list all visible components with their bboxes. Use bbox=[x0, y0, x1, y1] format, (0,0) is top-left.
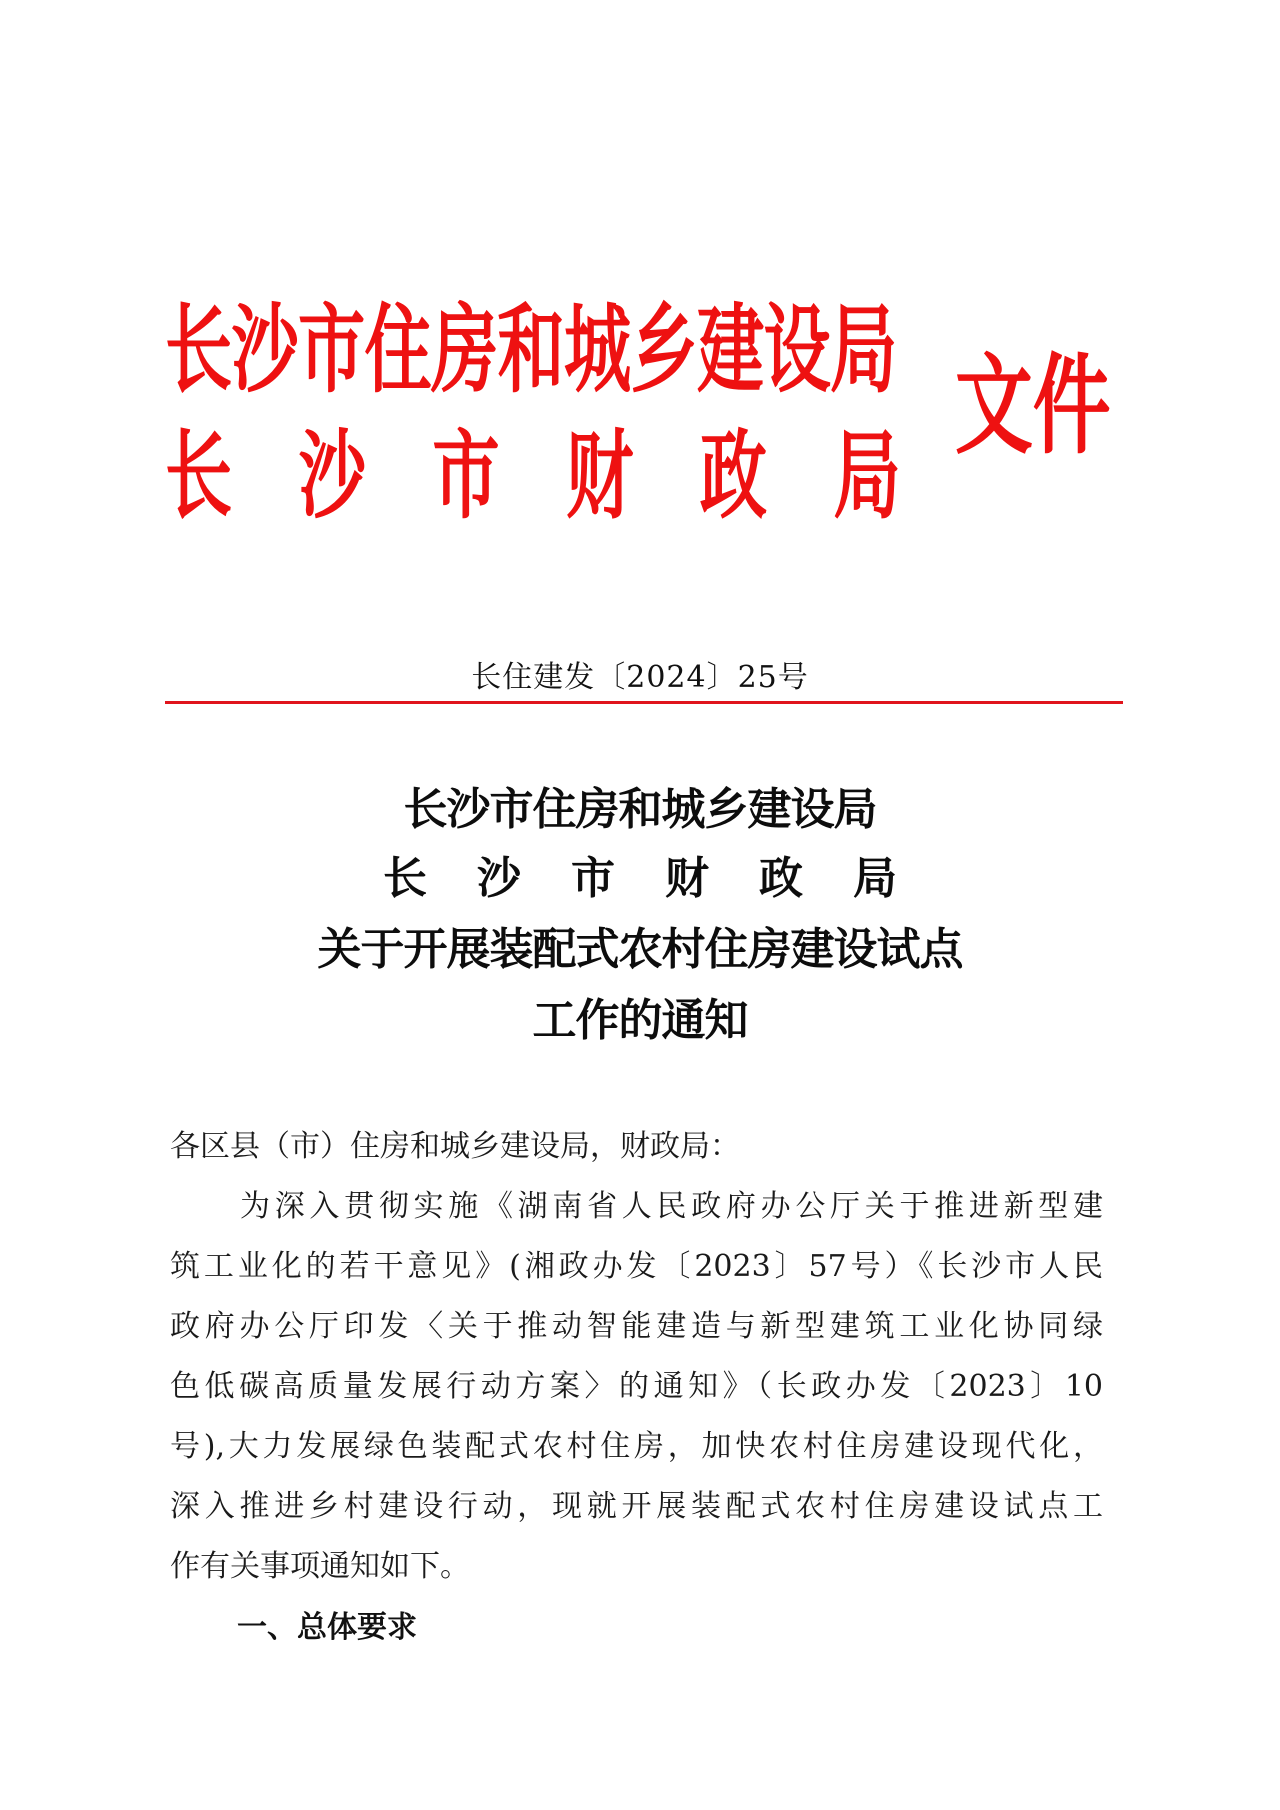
masthead-issuer-line2 bbox=[165, 419, 901, 532]
masthead-char: 政 bbox=[699, 419, 767, 532]
title-line-1: 长沙市住房和城乡建设局 bbox=[403, 784, 877, 835]
title-line-3: 关于开展装配式农村住房建设试点 bbox=[317, 924, 963, 975]
title-char: 财 bbox=[665, 853, 709, 904]
title-line-2 bbox=[0, 853, 1280, 904]
title-char: 市 bbox=[571, 853, 615, 904]
paragraph-line: 深入推进乡村建设行动，现就开展装配式农村住房建设试点工 bbox=[170, 1489, 1103, 1524]
document-number: 长住建发〔2024〕25号 bbox=[471, 660, 809, 695]
masthead-document-label: 文件 bbox=[955, 343, 1111, 469]
masthead-char: 市 bbox=[432, 419, 500, 532]
paragraph-line: 号),大力发展绿色装配式农村住房，加快农村住房建设现代化， bbox=[170, 1429, 1103, 1464]
paragraph-line: 政府办公厅印发〈关于推动智能建造与新型建筑工业化协同绿 bbox=[170, 1309, 1103, 1344]
masthead-char: 财 bbox=[566, 419, 634, 532]
section-heading: 一、总体要求 bbox=[237, 1610, 417, 1645]
red-separator-rule bbox=[165, 701, 1123, 704]
paragraph-line: 筑工业化的若干意见》(湘政办发〔2023〕57号）《长沙市人民 bbox=[170, 1249, 1103, 1284]
salutation: 各区县（市）住房和城乡建设局，财政局： bbox=[170, 1129, 740, 1164]
masthead-char: 长 bbox=[165, 419, 233, 532]
masthead-char: 沙 bbox=[298, 419, 366, 532]
paragraph-line: 作有关事项通知如下。 bbox=[170, 1549, 470, 1584]
masthead-char: 局 bbox=[833, 419, 901, 532]
title-char: 局 bbox=[853, 853, 897, 904]
paragraph-line: 为深入贯彻实施《湖南省人民政府办公厅关于推进新型建 bbox=[240, 1189, 1103, 1224]
title-line-4: 工作的通知 bbox=[532, 995, 748, 1046]
masthead-issuer-line1: 长沙市住房和城乡建设局 bbox=[165, 293, 897, 406]
title-char: 沙 bbox=[477, 853, 521, 904]
title-char: 政 bbox=[759, 853, 803, 904]
paragraph-line: 色低碳高质量发展行动方案〉的通知》（长政办发〔2023〕10 bbox=[170, 1369, 1103, 1404]
title-char: 长 bbox=[383, 853, 427, 904]
